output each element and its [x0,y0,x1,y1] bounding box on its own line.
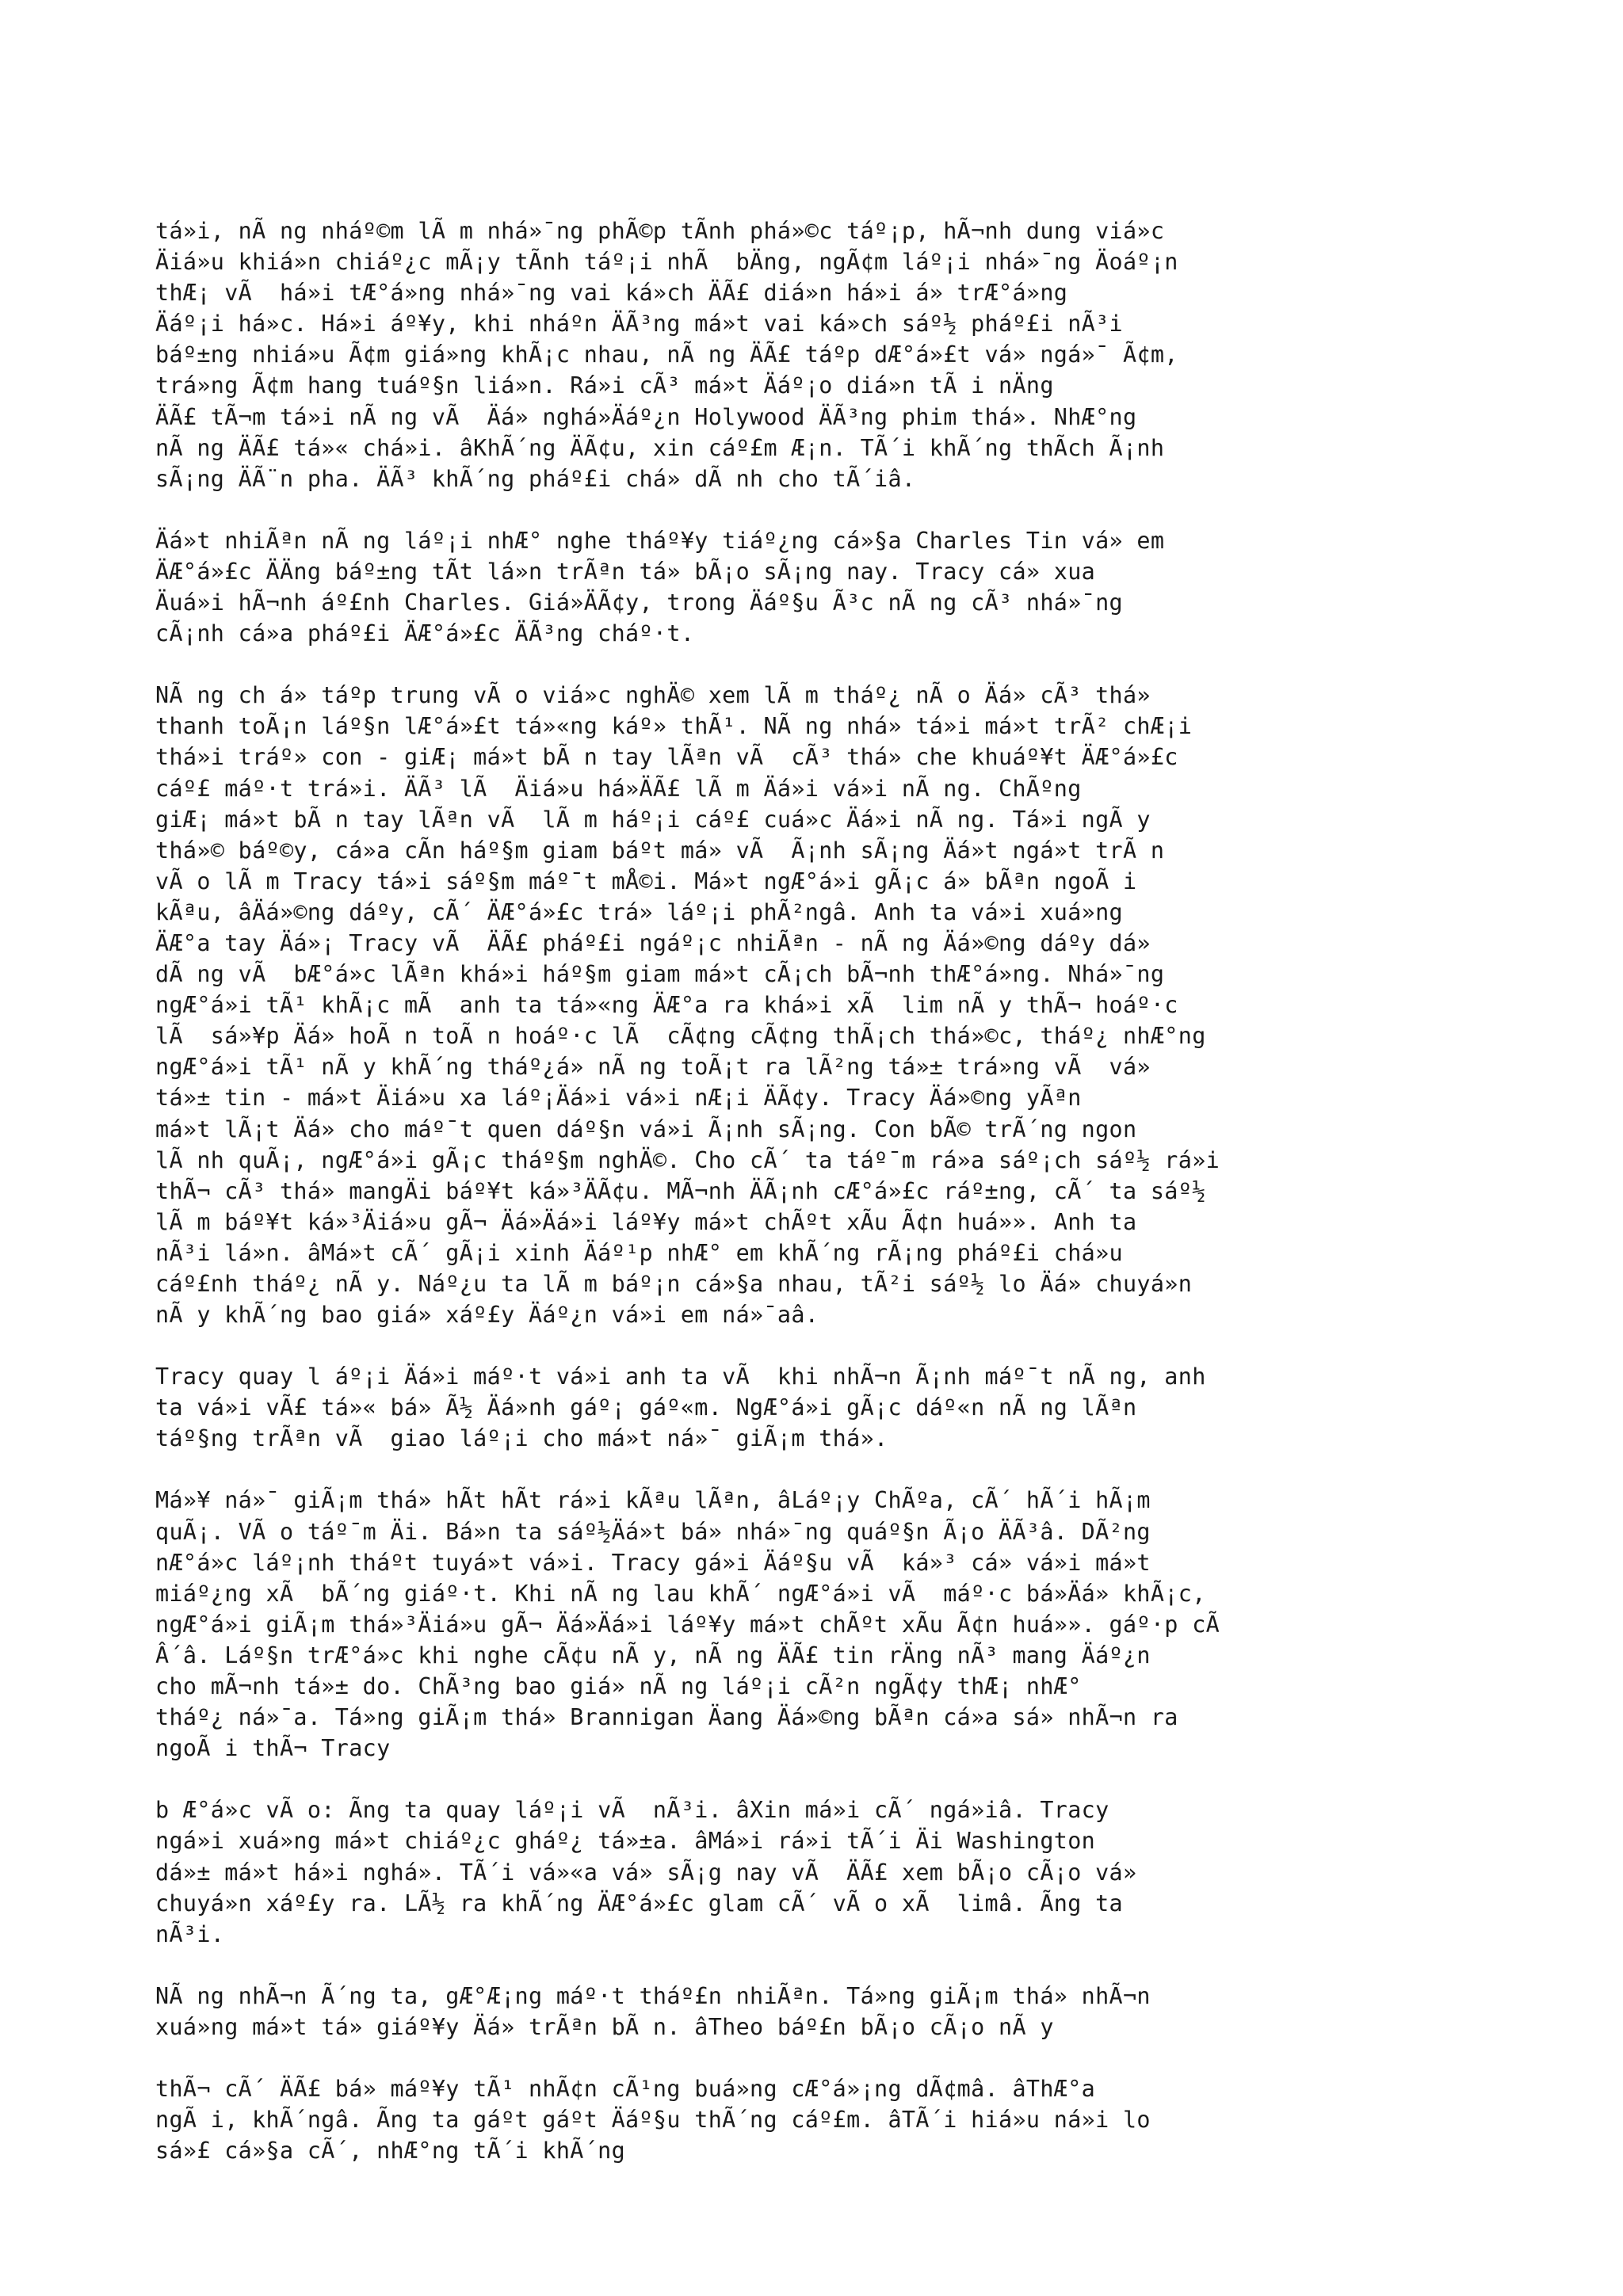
paragraph-4: Tracy quay l áº¡i Äá»i máº·t vá»i anh ta vÃ khi nhÃ¬n Ã¡nh máº¯t nÃ ng, anh ta vá»i vÃ£ tá»« bá» Ã½ Äá»nh gáº¡ gáº«m. NgÆ°á»i gÃ¡c dáº«n nÃ ng lÃªn táº§ng trÃªn vÃ giao láº¡i cho má»t ná»¯ giÃ¡m thá». [155,1363,1206,1452]
paragraph-2: Äá»t nhiÃªn nÃ ng láº¡i nhÆ° nghe tháº¥y tiáº¿ng cá»§a Charles Tin vá» em ÄÆ°á»£c ÄÄng báº±ng tÃt lá»n trÃªn tá» bÃ¡o sÃ¡ng nay. Tracy cá» xua Äuá»i hÃ¬nh áº£nh Charles. Giá»ÄÃ¢y, trong Äáº§u Ã³c nÃ ng cÃ³ nhá»¯ng cÃ¡nh cá»a pháº£i ÄÆ°á»£c ÄÃ³ng cháº·t. [155,527,1165,647]
paragraph-7: NÃ ng nhÃ¬n Ã´ng ta, gÆ°Æ¡ng máº·t tháº£n nhiÃªn. Tá»ng giÃ¡m thá» nhÃ¬n xuá»ng má»t tá» giáº¥y Äá» trÃªn bÃ n. âTheo báº£n bÃ¡o cÃ¡o nÃ y [155,1982,1151,2040]
paragraph-3: NÃ ng ch á» táºp trung vÃ o viá»c nghÄ© xem lÃ m tháº¿ nÃ o Äá» cÃ³ thá» thanh toÃ¡n láº§n lÆ°á»£t tá»«ng káº» thÃ¹. NÃ ng nhá» tá»i má»t trÃ² chÆ¡i thá»i tráº» con - giÆ¡ má»t bÃ n tay lÃªn vÃ cÃ³ thá» che khuáº¥t ÄÆ°á»£c cáº£ máº·t trá»i. ÄÃ³ lÃ Äiá»u há»ÄÃ£ lÃ m Äá»i vá»i nÃ ng. ChÃºng giÆ¡ má»t bÃ n tay lÃªn vÃ lÃ m háº¡i cáº£ cuá»c Äá»i nÃ ng. Tá»i ngÃ y thá»© báº©y, cá»a cÃn háº§m giam báºt má» vÃ Ã¡nh sÃ¡ng Äá»t ngá»t trÃ n vÃ o lÃ m Tracy tá»i sáº§m máº¯t mÅ©i. Má»t ngÆ°á»i gÃ¡c á» bÃªn ngoÃ i kÃªu, âÄá»©ng dáºy, cÃ´ ÄÆ°á»£c trá» láº¡i phÃ²ngâ. Anh ta vá»i xuá»ng ÄÆ°a tay Äá»¡ Tracy vÃ ÄÃ£ pháº£i ngáº¡c nhiÃªn - nÃ ng Äá»©ng dáºy dá» dÃ ng vÃ bÆ°á»c lÃªn khá»i háº§m giam má»t cÃ¡ch bÃ¬nh thÆ°á»ng. Nhá»¯ng ngÆ°á»i tÃ¹ khÃ¡c mÃ anh ta tá»«ng ÄÆ°a ra khá»i xÃ lim nÃ y thÃ¬ hoáº·c lÃ sá»¥p Äá» hoÃ n toÃ n hoáº·c lÃ cÃ¢ng cÃ¢ng thÃ¡ch thá»©c, tháº¿ nhÆ°ng ngÆ°á»i tÃ¹ nÃ y khÃ´ng tháº¿á» nÃ ng toÃ¡t ra lÃ²ng tá»± trá»ng vÃ vá» tá»± tin - má»t Äiá»u xa láº¡Äá»i vá»i nÆ¡i ÄÃ¢y. Tracy Äá»©ng yÃªn má»t lÃ¡t Äá» cho máº¯t quen dáº§n vá»i Ã¡nh sÃ¡ng. Con bÃ© trÃ´ng ngon lÃ nh quÃ¡, ngÆ°á»i gÃ¡c tháº§m nghÄ©. Cho cÃ´ ta táº¯m rá»a sáº¡ch sáº½ rá»i thÃ¬ cÃ³ thá» mangÄi báº¥t ká»³ÄÃ¢u. MÃ¬nh ÄÃ¡nh cÆ°á»£c ráº±ng, cÃ´ ta sáº½ lÃ m báº¥t ká»³Äiá»u gÃ¬ Äá»Äá»i láº¥y má»t chÃºt xÃu Ã¢n huá»». Anh ta nÃ³i lá»n. âMá»t cÃ´ gÃ¡i xinh Äáº¹p nhÆ° em khÃ´ng rÃ¡ng pháº£i chá»u cáº£nh tháº¿ nÃ y. Náº¿u ta lÃ m báº¡n cá»§a nhau, tÃ²i sáº½ lo Äá» chuyá»n nÃ y khÃ´ng bao giá» xáº£y Äáº¿n vá»i em ná»¯aâ. [155,682,1220,1329]
paragraph-8: thÃ¬ cÃ´ ÄÃ£ bá» máº¥y tÃ¹ nhÃ¢n cÃ¹ng buá»ng cÆ°á»¡ng dÃ¢mâ. âThÆ°a ngÃ i, khÃ´ngâ. Ãng ta gáºt gáºt Äáº§u thÃ´ng cáº£m. âTÃ´i hiá»u ná»i lo sá»£ cá»§a cÃ´, nhÆ°ng tÃ´i khÃ´ng [155,2075,1151,2164]
paragraph-5: Má»¥ ná»¯ giÃ¡m thá» hÃt hÃt rá»i kÃªu lÃªn, âLáº¡y ChÃºa, cÃ´ hÃ´i hÃ¡m quÃ¡. VÃ o táº¯m Äi. Bá»n ta sáº½Äá»t bá» nhá»¯ng quáº§n Ã¡o ÄÃ³â. DÃ²ng nÆ°á»c láº¡nh tháºt tuyá»t vá»i. Tracy gá»i Äáº§u vÃ ká»³ cá» vá»i má»t miáº¿ng xÃ bÃ´ng giáº·t. Khi nÃ ng lau khÃ´ ngÆ°á»i vÃ máº·c bá»Äá» khÃ¡c, ngÆ°á»i giÃ¡m thá»³Äiá»u gÃ¬ Äá»Äá»i láº¥y má»t chÃºt xÃu Ã¢n huá»». gáº·p cÃ Â´â. Láº§n trÆ°á»c khi nghe cÃ¢u nÃ y, nÃ ng ÄÃ£ tin rÄng nÃ³ mang Äáº¿n cho mÃ¬nh tá»± do. ChÃ³ng bao giá» nÃ ng láº¡i cÃ²n ngÃ¢y thÆ¡ nhÆ° tháº¿ ná»¯a. Tá»ng giÃ¡m thá» Brannigan Äang Äá»©ng bÃªn cá»a sá» nhÃ¬n ra ngoÃ i thÃ¬ Tracy [155,1487,1220,1762]
paragraph-6: b Æ°á»c vÃ o: Ãng ta quay láº¡i vÃ nÃ³i. âXin má»i cÃ´ ngá»iâ. Tracy ngá»i xuá»ng má»t chiáº¿c gháº¿ tá»±a. âMá»i rá»i tÃ´i Äi Washington dá»± má»t há»i nghá». TÃ´i vá»«a vá» sÃ¡g nay vÃ ÄÃ£ xem bÃ¡o cÃ¡o vá» chuyá»n xáº£y ra. LÃ½ ra khÃ´ng ÄÆ°á»£c glam cÃ´ vÃ o xÃ limâ. Ãng ta nÃ³i. [155,1797,1137,1947]
paragraph-1: tá»i, nÃ ng nháº©m lÃ m nhá»¯ng phÃ©p tÃnh phá»©c táº¡p, hÃ¬nh dung viá»c Äiá»u khiá»n chiáº¿c mÃ¡y tÃnh táº¡i nhÃ bÄng, ngÃ¢m láº¡i nhá»¯ng Äoáº¡n thÆ¡ vÃ há»i tÆ°á»ng nhá»¯ng vai ká»ch ÄÃ£ diá»n há»i á» trÆ°á»ng Äáº¡i há»c. Há»i áº¥y, khi nháºn ÄÃ³ng má»t vai ká»ch sáº½ pháº£i nÃ³i báº±ng nhiá»u Ã¢m giá»ng khÃ¡c nhau, nÃ ng ÄÃ£ táºp dÆ°á»£t vá» ngá»¯ Ã¢m, trá»ng Ã¢m hang tuáº§n liá»n. Rá»i cÃ³ má»t Äáº¡o diá»n tÃ i nÄng ÄÃ£ tÃ¬m tá»i nÃ ng vÃ Äá» nghá»Äáº¿n Holywood ÄÃ³ng phim thá». NhÆ°ng nÃ ng ÄÃ£ tá»« chá»i. âKhÃ´ng ÄÃ¢u, xin cáº£m Æ¡n. TÃ´i khÃ´ng thÃch Ã¡nh sÃ¡ng ÄÃ¨n pha. ÄÃ³ khÃ´ng pháº£i chá» dÃ nh cho tÃ´iâ. [155,218,1178,492]
